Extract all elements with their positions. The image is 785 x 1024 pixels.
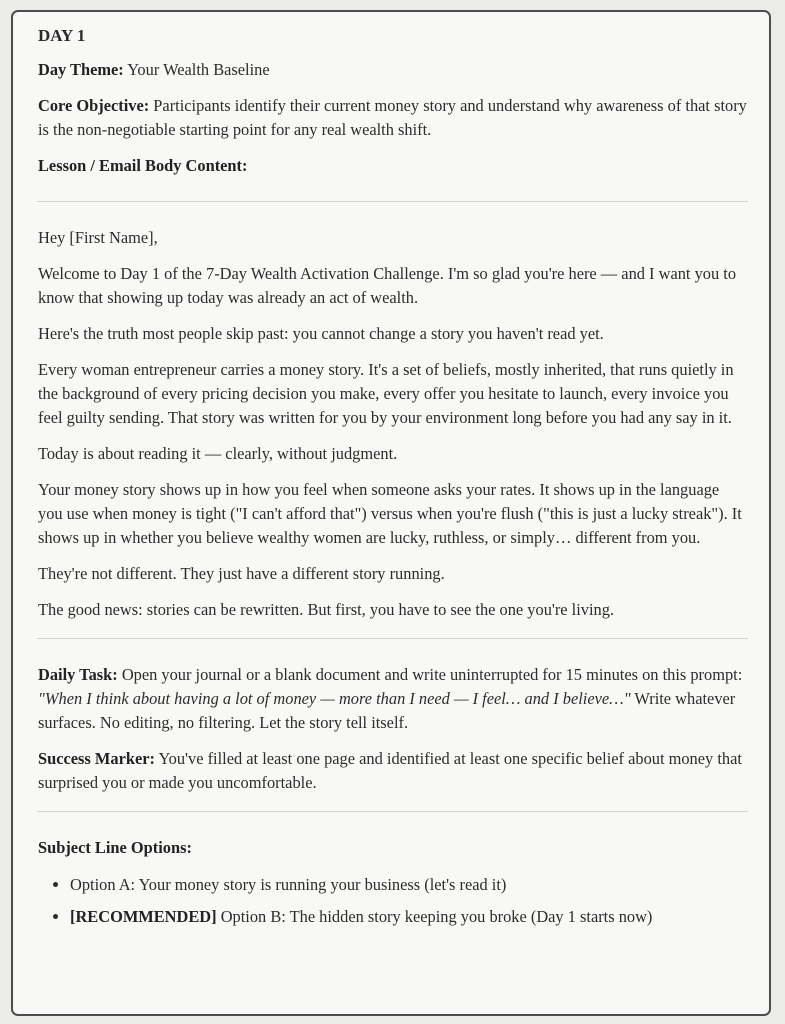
lesson-heading: Lesson / Email Body Content: <box>38 156 248 175</box>
day-theme-value: Your Wealth Baseline <box>123 60 270 79</box>
daily-task-prompt: "When I think about having a lot of money — more than I need — I feel… and I believe…" <box>38 689 631 708</box>
subject-option-a-text: Option A: Your money story is running your business (let's read it) <box>70 875 507 894</box>
recommended-tag: [RECOMMENDED] <box>70 907 217 926</box>
document-card <box>11 10 771 1016</box>
divider <box>37 811 748 812</box>
daily-task <box>38 663 747 735</box>
daily-task-label: Daily Task: <box>38 665 118 684</box>
email-paragraph: The good news: stories can be rewritten. But first, you have to see the one you're living. <box>38 600 615 619</box>
daily-task-outro: Write whatever surfaces. No editing, no filtering. Let the story tell itself. <box>38 689 736 732</box>
subject-option-b <box>70 905 747 929</box>
subject-line-list <box>38 873 747 929</box>
email-paragraph: Your money story shows up in how you feel when someone asks your rates. It shows up in the language you use when money is tight ("I can't afford that") versus when you're flush ("this is just a lucky streak"). It shows up in whether you believe wealthy women are lucky, ruthless, or simply… different from you. <box>38 480 742 547</box>
core-objective-label: Core Objective: <box>38 96 150 115</box>
daily-task-intro: Open your journal or a blank document and write uninterrupted for 15 minutes on this prompt: <box>117 665 743 684</box>
divider <box>37 201 748 202</box>
divider <box>37 638 748 639</box>
success-marker-label: Success Marker: <box>38 749 155 768</box>
subject-lines-heading: Subject Line Options: <box>38 838 192 857</box>
success-marker <box>38 747 747 795</box>
success-marker-value: You've filled at least one page and identified at least one specific belief about money that surprised you or made you uncomfortable. <box>38 749 742 792</box>
core-objective-value: Participants identify their current money story and understand why awareness of that story is the non-negotiable starting point for any real wealth shift. <box>38 96 747 139</box>
email-paragraph: They're not different. They just have a different story running. <box>38 564 445 583</box>
day-theme <box>38 58 747 82</box>
day-theme-label: Day Theme: <box>38 60 124 79</box>
email-paragraph: Welcome to Day 1 of the 7-Day Wealth Activation Challenge. I'm so glad you're here — and I want you to know that showing up today was already an act of wealth. <box>38 264 737 307</box>
subject-option-a <box>70 873 747 897</box>
day-title: DAY 1 <box>38 26 86 45</box>
core-objective <box>38 94 747 142</box>
email-greeting: Hey [First Name], <box>38 228 158 247</box>
email-paragraph: Here's the truth most people skip past: you cannot change a story you haven't read yet. <box>38 324 604 343</box>
subject-option-b-text: Option B: The hidden story keeping you broke (Day 1 starts now) <box>216 907 653 926</box>
email-paragraph: Every woman entrepreneur carries a money story. It's a set of beliefs, mostly inherited, that runs quietly in the background of every pricing decision you make, every offer you hesitate to launch, every invoice you feel guilty sending. That story was written for you by your environment long before you had any say in it. <box>38 360 734 427</box>
email-paragraph: Today is about reading it — clearly, without judgment. <box>38 444 398 463</box>
